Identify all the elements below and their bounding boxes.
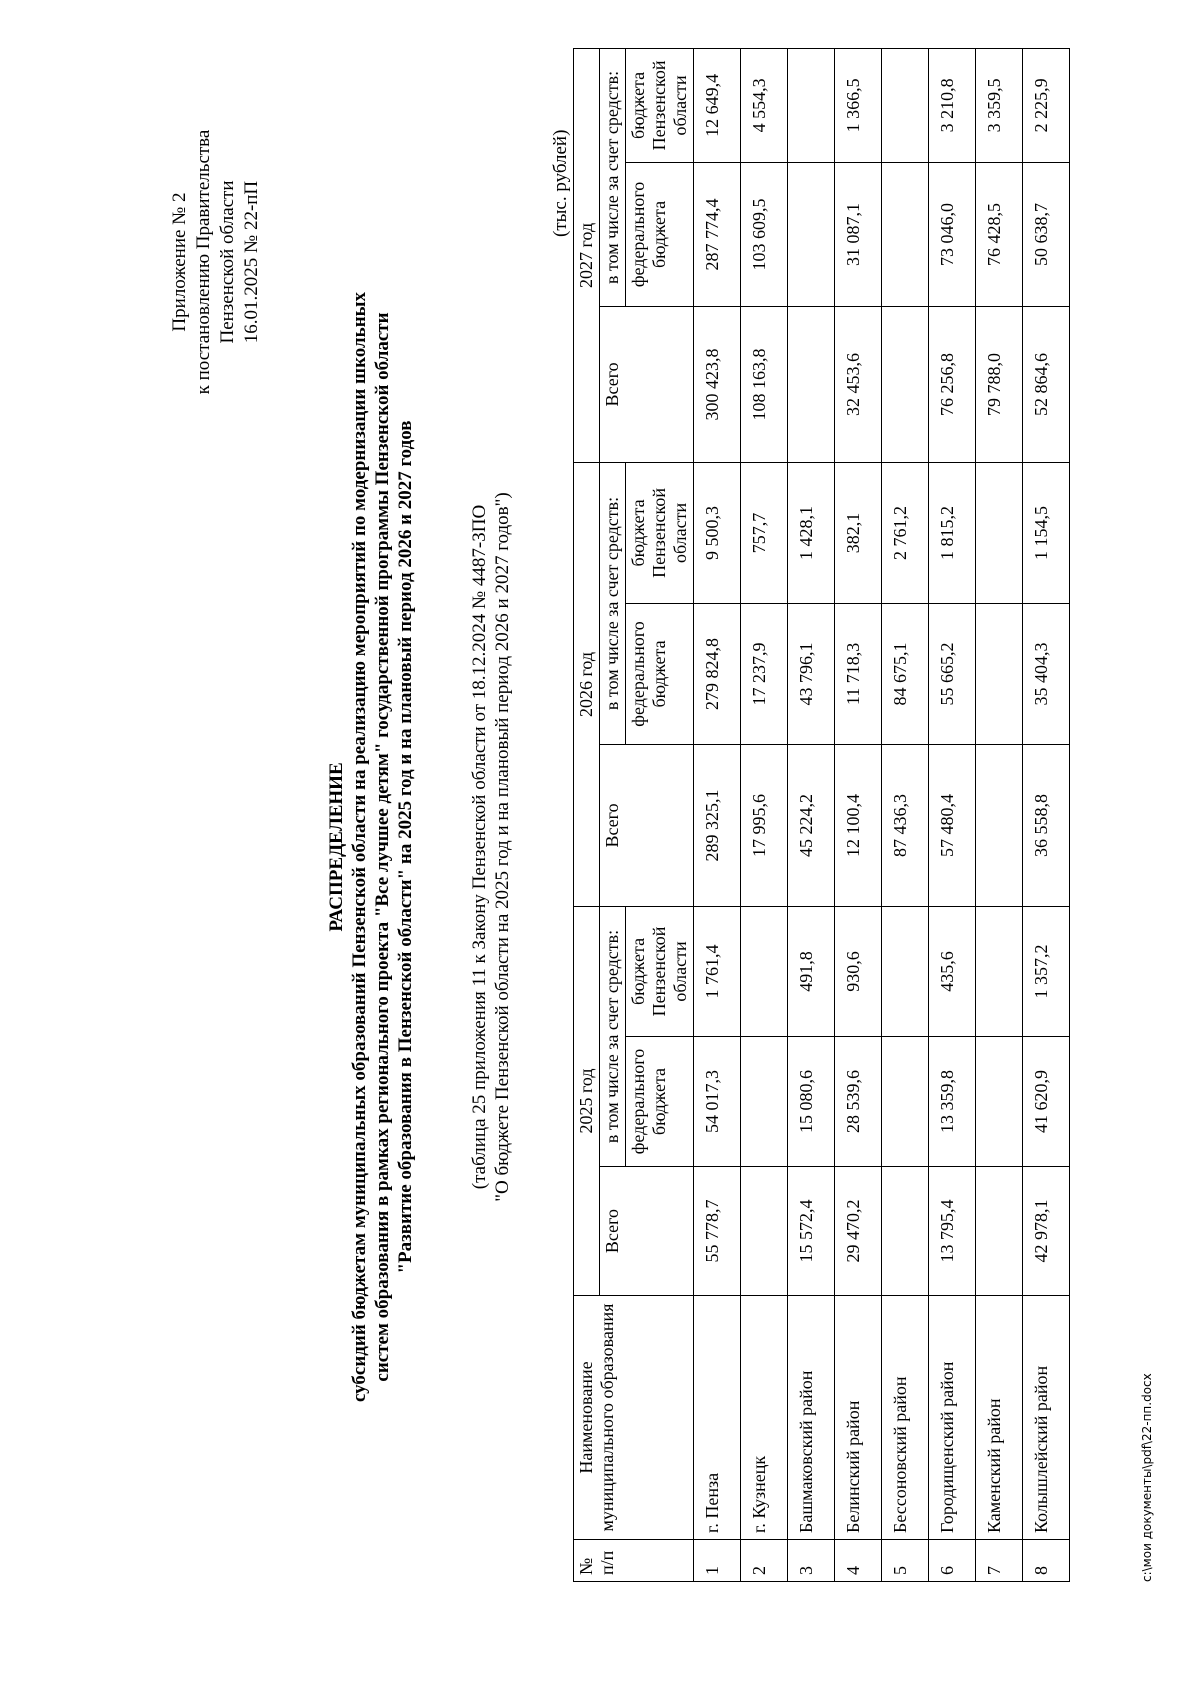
- value-cell: 28 539,6: [835, 1037, 882, 1167]
- incl-header: в том числе за счет средств:: [600, 48, 626, 306]
- value-cell: 57 480,4: [929, 744, 976, 906]
- value-cell: 87 436,3: [882, 744, 929, 906]
- subtitle-line: (таблица 25 приложения 11 к Закону Пензенской области от 18.12.2024 № 4487-ЗПО: [469, 504, 490, 1190]
- document-title: [325, 127, 417, 1567]
- incl-header: в том числе за счет средств:: [600, 462, 626, 744]
- value-cell: 79 788,0: [976, 306, 1023, 462]
- value-cell: 76 256,8: [929, 306, 976, 462]
- value-cell: [788, 48, 835, 162]
- value-cell: 3 210,8: [929, 48, 976, 162]
- value-cell: 84 675,1: [882, 603, 929, 744]
- total-header: Всего: [600, 744, 694, 906]
- distribution-table: [573, 48, 1070, 1582]
- table-row: [741, 48, 788, 1581]
- title-heading: РАСПРЕДЕЛЕНИЕ: [326, 762, 347, 932]
- table-row: [929, 48, 976, 1581]
- value-cell: [882, 48, 929, 162]
- value-cell: 9 500,3: [694, 462, 741, 603]
- value-cell: [882, 1167, 929, 1296]
- value-cell: 54 017,3: [694, 1037, 741, 1167]
- value-cell: [788, 306, 835, 462]
- value-cell: 73 046,0: [929, 162, 976, 306]
- incl-header: в том числе за счет средств:: [600, 906, 626, 1166]
- value-cell: 103 609,5: [741, 162, 788, 306]
- row-number: 8: [1023, 1540, 1070, 1582]
- value-cell: 382,1: [835, 462, 882, 603]
- value-cell: 12 649,4: [694, 48, 741, 162]
- col-name-header: Наименование муниципального образования: [574, 1296, 694, 1540]
- row-number: 3: [788, 1540, 835, 1582]
- value-cell: 35 404,3: [1023, 603, 1070, 744]
- value-cell: 43 796,1: [788, 603, 835, 744]
- value-cell: 15 572,4: [788, 1167, 835, 1296]
- appendix-line: Приложение № 2: [169, 192, 190, 332]
- value-cell: [882, 306, 929, 462]
- value-cell: [741, 1167, 788, 1296]
- appendix-line: Пензенской области: [217, 180, 238, 344]
- value-cell: [976, 1167, 1023, 1296]
- table-row: [835, 48, 882, 1581]
- value-cell: 491,8: [788, 906, 835, 1036]
- row-number: 5: [882, 1540, 929, 1582]
- table-row: [882, 48, 929, 1581]
- value-cell: 930,6: [835, 906, 882, 1036]
- file-path-footer: c:\мои документы\pdf\22-пп.docx: [1140, 1373, 1154, 1582]
- value-cell: [976, 603, 1023, 744]
- title-line: систем образования в рамках регионального проекта "Все лучшее детям" государственной программы Пензенской области: [372, 312, 393, 1382]
- year-2026-header: 2026 год: [574, 462, 600, 906]
- table-row: [1023, 48, 1070, 1581]
- value-cell: 42 978,1: [1023, 1167, 1070, 1296]
- document-subtitle: [468, 127, 514, 1567]
- total-header: Всего: [600, 306, 694, 462]
- value-cell: 1 366,5: [835, 48, 882, 162]
- table-row: [788, 48, 835, 1581]
- value-cell: 11 718,3: [835, 603, 882, 744]
- federal-header: федерального бюджета: [626, 1037, 694, 1167]
- value-cell: 300 423,8: [694, 306, 741, 462]
- municipality-name: Бессоновский район: [882, 1296, 929, 1540]
- municipality-name: Городищенский район: [929, 1296, 976, 1540]
- value-cell: 17 237,9: [741, 603, 788, 744]
- municipality-name: Башмаковский район: [788, 1296, 835, 1540]
- federal-header: федерального бюджета: [626, 162, 694, 306]
- regional-header: бюджета Пензенской области: [626, 906, 694, 1036]
- title-line: "Развитие образования в Пензенской области" на 2025 год и на плановый период 2026 и 2027 годов: [395, 420, 416, 1274]
- value-cell: 31 087,1: [835, 162, 882, 306]
- value-cell: [882, 906, 929, 1036]
- row-number: 1: [694, 1540, 741, 1582]
- appendix-block: [168, 72, 264, 452]
- value-cell: 435,6: [929, 906, 976, 1036]
- regional-header: бюджета Пензенской области: [626, 48, 694, 162]
- value-cell: 12 100,4: [835, 744, 882, 906]
- value-cell: 3 359,5: [976, 48, 1023, 162]
- appendix-line: к постановлению Правительства: [193, 129, 214, 395]
- value-cell: 32 453,6: [835, 306, 882, 462]
- value-cell: 15 080,6: [788, 1037, 835, 1167]
- value-cell: 4 554,3: [741, 48, 788, 162]
- appendix-line: 16.01.2025 № 22-пП: [241, 180, 262, 344]
- year-2027-header: 2027 год: [574, 48, 600, 462]
- row-number: 6: [929, 1540, 976, 1582]
- value-cell: [882, 162, 929, 306]
- table-row: [694, 48, 741, 1581]
- value-cell: 1 428,1: [788, 462, 835, 603]
- value-cell: [976, 906, 1023, 1036]
- value-cell: [788, 162, 835, 306]
- value-cell: 1 154,5: [1023, 462, 1070, 603]
- municipality-name: Каменский район: [976, 1296, 1023, 1540]
- value-cell: [741, 906, 788, 1036]
- value-cell: 2 761,2: [882, 462, 929, 603]
- value-cell: [741, 1037, 788, 1167]
- value-cell: 1 815,2: [929, 462, 976, 603]
- value-cell: 50 638,7: [1023, 162, 1070, 306]
- value-cell: 29 470,2: [835, 1167, 882, 1296]
- value-cell: 289 325,1: [694, 744, 741, 906]
- value-cell: 41 620,9: [1023, 1037, 1070, 1167]
- col-no-header: № п/п: [574, 1540, 694, 1582]
- title-line: субсидий бюджетам муниципальных образований Пензенской области на реализацию мероприятий по модернизации школьных: [349, 292, 370, 1403]
- value-cell: 55 778,7: [694, 1167, 741, 1296]
- value-cell: 36 558,8: [1023, 744, 1070, 906]
- municipality-name: г. Кузнецк: [741, 1296, 788, 1540]
- value-cell: 287 774,4: [694, 162, 741, 306]
- value-cell: 1 357,2: [1023, 906, 1070, 1036]
- regional-header: бюджета Пензенской области: [626, 462, 694, 603]
- value-cell: 279 824,8: [694, 603, 741, 744]
- value-cell: 108 163,8: [741, 306, 788, 462]
- municipality-name: г. Пенза: [694, 1296, 741, 1540]
- table-body: [694, 48, 1070, 1581]
- value-cell: 757,7: [741, 462, 788, 603]
- units-label: (тыс. рублей): [550, 129, 571, 237]
- subtitle-line: "О бюджете Пензенской области на 2025 год и на плановый период 2026 и 2027 годов"): [492, 492, 513, 1202]
- value-cell: 13 795,4: [929, 1167, 976, 1296]
- value-cell: [976, 1037, 1023, 1167]
- value-cell: 52 864,6: [1023, 306, 1070, 462]
- value-cell: 2 225,9: [1023, 48, 1070, 162]
- table-row: [976, 48, 1023, 1581]
- value-cell: 45 224,2: [788, 744, 835, 906]
- value-cell: 13 359,8: [929, 1037, 976, 1167]
- value-cell: [976, 462, 1023, 603]
- row-number: 2: [741, 1540, 788, 1582]
- total-header: Всего: [600, 1167, 694, 1296]
- municipality-name: Белинский район: [835, 1296, 882, 1540]
- row-number: 7: [976, 1540, 1023, 1582]
- municipality-name: Колышлейский район: [1023, 1296, 1070, 1540]
- row-number: 4: [835, 1540, 882, 1582]
- value-cell: 1 761,4: [694, 906, 741, 1036]
- value-cell: 55 665,2: [929, 603, 976, 744]
- year-2025-header: 2025 год: [574, 906, 600, 1295]
- value-cell: 17 995,6: [741, 744, 788, 906]
- value-cell: [976, 744, 1023, 906]
- value-cell: [882, 1037, 929, 1167]
- federal-header: федерального бюджета: [626, 603, 694, 744]
- value-cell: 76 428,5: [976, 162, 1023, 306]
